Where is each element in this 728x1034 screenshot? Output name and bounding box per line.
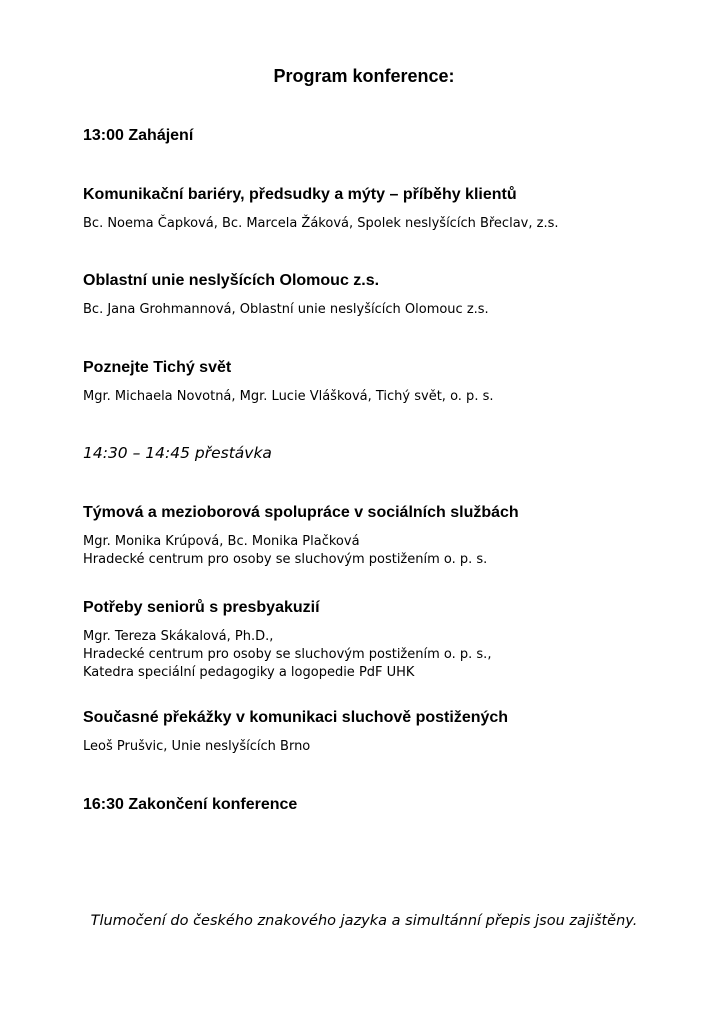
talk-speakers (83, 738, 310, 756)
break-time: 14:30 – 14:45 přestávka (83, 444, 272, 462)
talk-speakers (83, 388, 493, 406)
talk-title: Současné překážky v komunikaci sluchově postižených (83, 709, 509, 726)
speaker-line: Leoš Prušvic, Unie neslyšících Brno (83, 739, 311, 754)
opening-time: 13:00 Zahájení (83, 127, 194, 144)
speaker-line: Katedra speciální pedagogiky a logopedie PdF UHK (83, 665, 415, 680)
speaker-line: Mgr. Tereza Skákalová, Ph.D., (83, 629, 274, 644)
interpretation-note: Tlumočení do českého znakového jazyka a simultánní přepis jsou zajištěny. (90, 913, 638, 929)
talk-title: Potřeby seniorů s presbyakuzií (83, 599, 320, 616)
talk-speakers (83, 215, 558, 233)
talk-title: Komunikační bariéry, předsudky a mýty – příběhy klientů (83, 186, 517, 203)
speaker-line: Mgr. Michaela Novotná, Mgr. Lucie Vlášková, Tichý svět, o. p. s. (83, 389, 494, 404)
speaker-line: Hradecké centrum pro osoby se sluchovým postižením o. p. s., (83, 647, 492, 662)
speaker-line: Bc. Noema Čapková, Bc. Marcela Žáková, Spolek neslyšících Břeclav, z.s. (83, 216, 559, 231)
talk-title: Poznejte Tichý svět (83, 359, 232, 376)
talk-title: Týmová a mezioborová spolupráce v sociálních službách (83, 504, 519, 521)
page-title: Program konference: (273, 66, 455, 86)
talk-speakers (83, 301, 489, 319)
speaker-line: Hradecké centrum pro osoby se sluchovým postižením o. p. s. (83, 552, 488, 567)
speaker-line: Mgr. Monika Krúpová, Bc. Monika Plačková (83, 534, 360, 549)
talk-title: Oblastní unie neslyšících Olomouc z.s. (83, 272, 380, 289)
speaker-line: Bc. Jana Grohmannová, Oblastní unie neslyšících Olomouc z.s. (83, 302, 489, 317)
talk-speakers (83, 533, 487, 569)
closing-time: 16:30 Zakončení konference (83, 796, 298, 813)
talk-speakers (83, 628, 491, 682)
